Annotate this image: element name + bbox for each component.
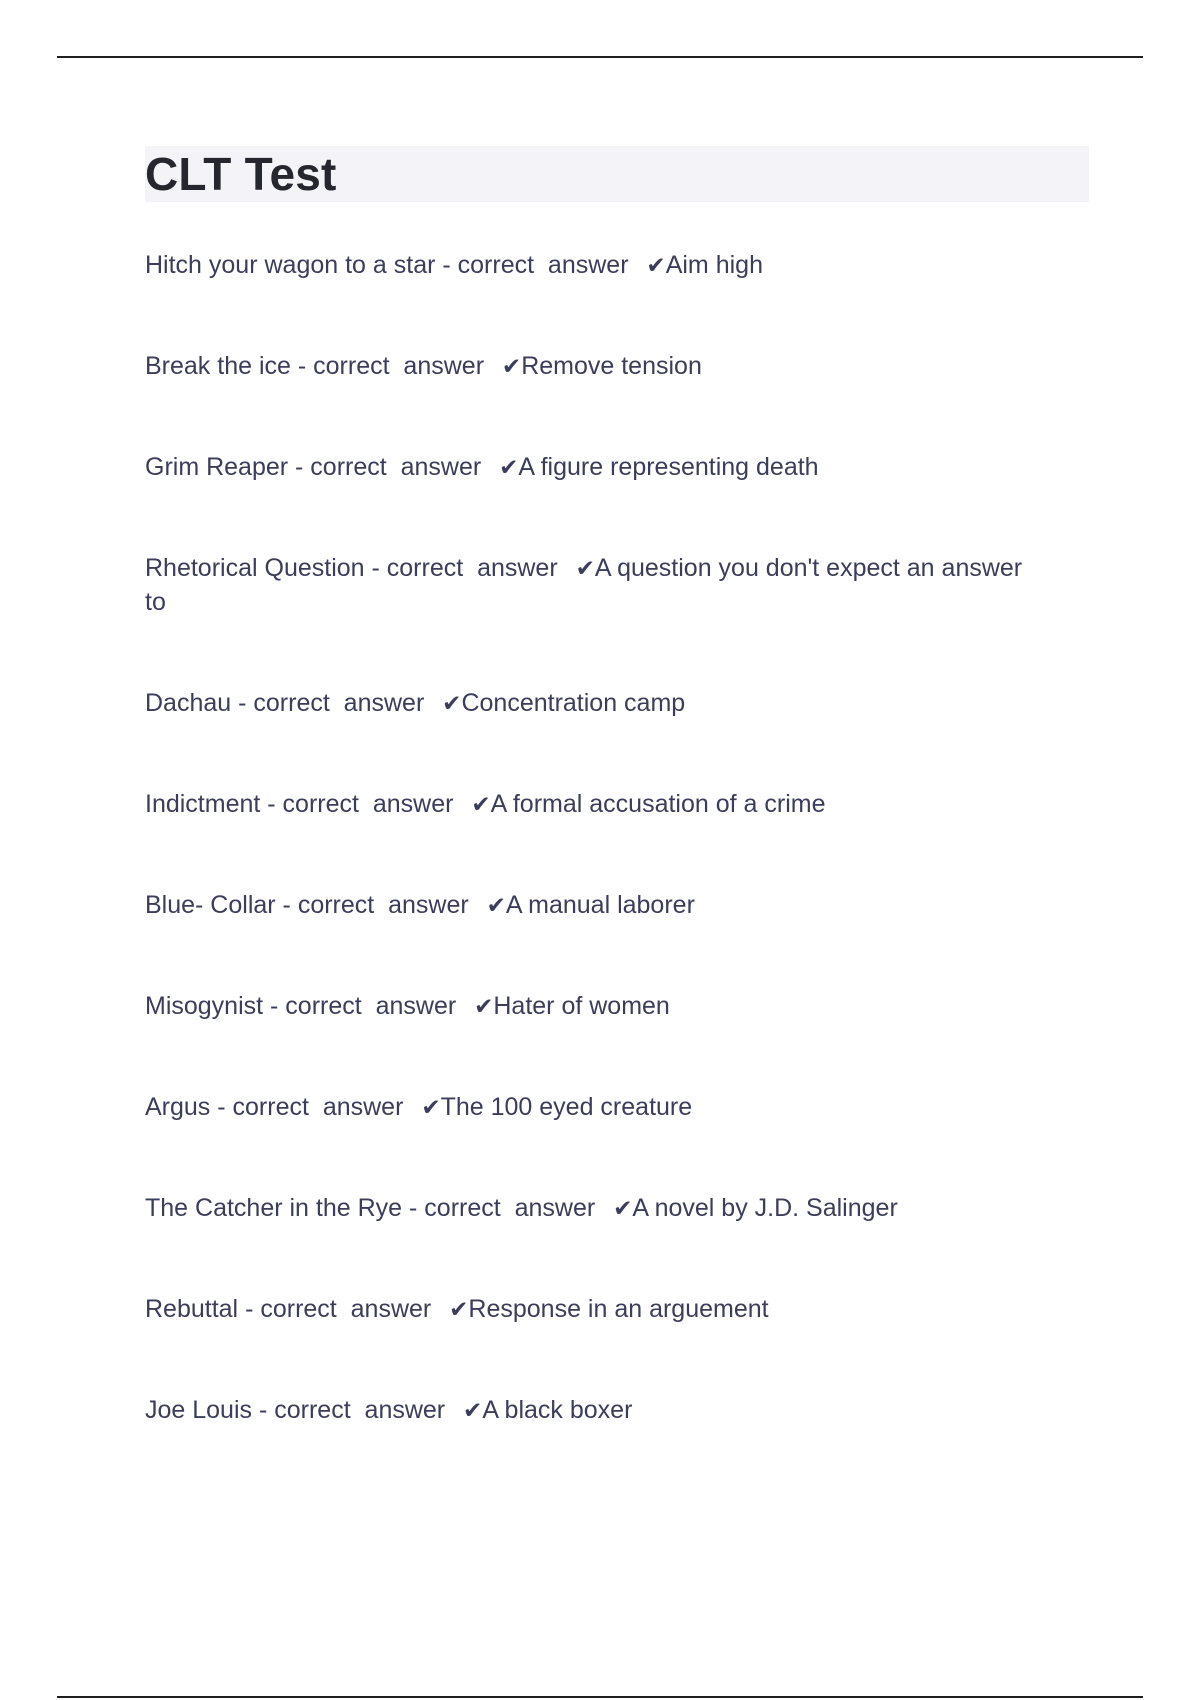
list-item <box>145 787 1045 821</box>
list-item <box>145 450 1045 484</box>
answer: A formal accusation of a crime <box>490 790 826 818</box>
list-item <box>145 989 1045 1023</box>
bottom-rule <box>57 1696 1143 1698</box>
term: Joe Louis <box>145 1396 253 1424</box>
document-title: CLT Test <box>145 148 337 200</box>
term: Blue- Collar <box>145 891 276 919</box>
list-item <box>145 349 1045 383</box>
correct-answer-label: - correct answer <box>238 1295 446 1323</box>
term: The Catcher in the Rye <box>145 1194 403 1222</box>
answer: The 100 eyed creature <box>440 1093 693 1121</box>
check-icon: ✔ <box>486 892 506 918</box>
correct-answer-label: - correct answer <box>435 251 643 279</box>
list-item <box>145 686 1045 720</box>
answer: A black boxer <box>482 1396 633 1424</box>
top-rule <box>57 56 1143 58</box>
list-item <box>145 1090 1045 1124</box>
correct-answer-label: - correct answer <box>364 554 572 582</box>
correct-answer-label: - correct answer <box>288 453 496 481</box>
list-item <box>145 888 1045 922</box>
answer: A figure representing death <box>518 453 819 481</box>
term: Indictment <box>145 790 261 818</box>
term: Rebuttal <box>145 1295 239 1323</box>
term: Argus <box>145 1093 211 1121</box>
check-icon: ✔ <box>575 555 595 581</box>
answer: A manual laborer <box>505 891 695 919</box>
list-item <box>145 1191 1045 1225</box>
term: Hitch your wagon to a star <box>145 251 436 279</box>
term: Dachau <box>145 689 232 717</box>
list-item <box>145 551 1045 619</box>
correct-answer-label: - correct answer <box>263 992 471 1020</box>
check-icon: ✔ <box>501 353 522 379</box>
correct-answer-label: - correct answer <box>231 689 439 717</box>
check-icon: ✔ <box>646 252 666 278</box>
list-item <box>145 248 1045 282</box>
correct-answer-label: - correct answer <box>402 1194 610 1222</box>
check-icon: ✔ <box>613 1195 633 1221</box>
answer: A novel by J.D. Salinger <box>632 1194 898 1222</box>
correct-answer-label: - correct answer <box>290 352 498 380</box>
term: Break the ice <box>145 352 291 380</box>
check-icon: ✔ <box>474 993 494 1019</box>
list-item <box>145 1292 1045 1326</box>
answer: A question you don't expect an answer to <box>145 554 1023 616</box>
answer: Response in an arguement <box>468 1295 769 1323</box>
check-icon: ✔ <box>499 454 519 480</box>
check-icon: ✔ <box>421 1094 441 1120</box>
answer: Concentration camp <box>461 689 686 717</box>
correct-answer-label: - correct answer <box>260 790 468 818</box>
answer: Hater of women <box>493 992 670 1020</box>
term: Rhetorical Question <box>145 554 365 582</box>
check-icon: ✔ <box>463 1397 483 1423</box>
check-icon: ✔ <box>442 690 462 716</box>
answer: Aim high <box>665 251 763 279</box>
list-item <box>145 1393 1045 1427</box>
check-icon: ✔ <box>449 1296 469 1322</box>
correct-answer-label: - correct answer <box>210 1093 418 1121</box>
term: Grim Reaper <box>145 453 289 481</box>
correct-answer-label: - correct answer <box>252 1396 460 1424</box>
answer: Remove tension <box>521 352 702 380</box>
term: Misogynist <box>145 992 264 1020</box>
qa-list <box>145 248 1045 1494</box>
check-icon: ✔ <box>471 791 491 817</box>
correct-answer-label: - correct answer <box>275 891 483 919</box>
